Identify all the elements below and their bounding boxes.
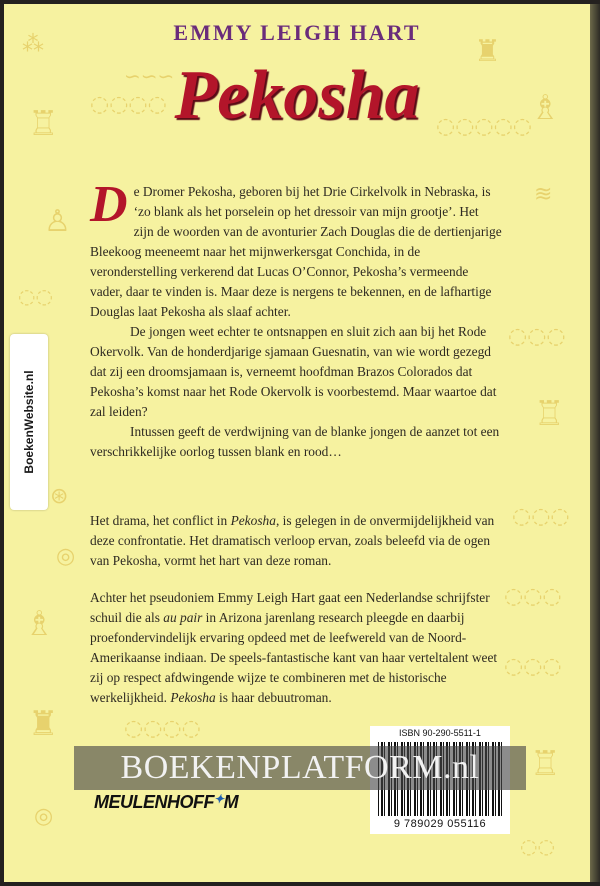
decorative-totem-icon: ♖ bbox=[28, 104, 59, 144]
decorative-bead-icon: ◌◌◌◌ bbox=[124, 716, 201, 741]
bio-italic-au-pair: au pair bbox=[163, 610, 203, 625]
drama-text-b: , is gelegen in de onvermijdelijkheid van deze confrontatie. Het dramatisch verloop ervan, zoals beleefd via de ogen van Pekosha, vormt het hart van deze roman. bbox=[90, 513, 495, 568]
decorative-totem-icon: ♗ bbox=[24, 604, 55, 644]
publisher-logo bbox=[94, 792, 238, 813]
decorative-totem-icon: ♜ bbox=[28, 704, 59, 744]
watermark-banner: BOEKENPLATFORM.nl bbox=[74, 746, 526, 790]
isbn-label: ISBN 90-290-5511-1 bbox=[399, 728, 481, 738]
decorative-bead-icon: ∽∽∽ bbox=[124, 64, 175, 88]
bio-text-a: Achter het pseudoniem Emmy Leigh Hart gaat een Nederlandse schrijfster schuil die als bbox=[90, 590, 490, 625]
blurb-text bbox=[90, 176, 502, 462]
blurb-paragraph-1 bbox=[90, 176, 502, 322]
bio-text-c: is haar debuutroman. bbox=[215, 690, 332, 705]
decorative-totem-icon: ♖ bbox=[530, 744, 561, 784]
decorative-bead-icon: ◌◌◌◌◌ bbox=[436, 114, 532, 139]
boekenwebsite-label: BoekenWebsite.nl bbox=[22, 370, 36, 474]
author-bio-paragraph bbox=[90, 588, 502, 708]
drama-text-a: Het drama, het conflict in bbox=[90, 513, 231, 528]
decorative-totem-icon: ♖ bbox=[534, 394, 565, 434]
decorative-bead-icon: ◌◌ bbox=[520, 834, 555, 858]
decorative-bead-icon: ◌◌◌◌ bbox=[90, 92, 167, 117]
bio-title-italic: Pekosha bbox=[170, 690, 216, 705]
publisher-star-icon: ✦ bbox=[214, 792, 224, 806]
blurb-paragraph-2: De jongen weet echter te ontsnappen en sluit zich aan bij het Rode Okervolk. Van de honderdjarige sjamaan Guesnatin, van wie wordt gezegd dat zij een droomsjamaan is, verneemt hoofdman Brazos Colorados dat Pekosha’s komst naar het Rode Okervolk is voorbestemd. Maar waartoe dat zal leiden? bbox=[90, 324, 497, 419]
book-title: Pekosha bbox=[174, 57, 420, 134]
boekenwebsite-tab[interactable] bbox=[10, 334, 48, 510]
decorative-bead-icon: ◌◌◌ bbox=[504, 584, 562, 609]
decorative-bead-icon: ◌◌◌ bbox=[508, 324, 566, 349]
decorative-totem-icon: ♗ bbox=[530, 88, 561, 128]
decorative-bead-icon: ≋ bbox=[534, 182, 553, 207]
author-name: EMMY LEIGH HART bbox=[173, 20, 421, 45]
decorative-bead-icon: ◌◌◌ bbox=[504, 654, 562, 679]
decorative-bead-icon: ◎ bbox=[56, 544, 76, 569]
decorative-bead-icon: ◌◌ bbox=[18, 284, 53, 308]
drop-cap: D bbox=[90, 176, 128, 233]
publisher-suffix: M bbox=[223, 792, 239, 812]
decorative-totem-icon: ♜ bbox=[474, 34, 501, 69]
book-edge bbox=[590, 4, 600, 882]
drama-title-italic: Pekosha bbox=[230, 513, 276, 528]
book-back-cover bbox=[4, 4, 590, 882]
drama-paragraph bbox=[90, 511, 502, 571]
decorative-bead-icon: ◎ bbox=[34, 804, 54, 829]
bio-text-b: in Arizona jarenlang research pleegde en daarbij proefondervindelijk ervaring opdeed met de leefwereld van de Noord-Amerikaanse indiaan. De speels-fantastische kant van haar verteltalent weet zij op respect afdwingende wijze te combineren met de historische werkelijkheid. bbox=[90, 610, 498, 705]
decorative-bead-icon: ⁂ bbox=[22, 32, 44, 57]
blurb-paragraph-3: Intussen geeft de verdwijning van de blanke jongen de aanzet tot een verschrikkelijke oorlog tussen blank en rood… bbox=[90, 424, 500, 459]
publisher-name: MEULENHOFF bbox=[94, 792, 214, 812]
decorative-bead-icon: ⊛ bbox=[50, 484, 69, 509]
decorative-totem-icon: ♙ bbox=[44, 204, 71, 239]
blurb-paragraph-1-text: e Dromer Pekosha, geboren bij het Drie Cirkelvolk in Nebraska, is ‘zo blank als het porselein op het dressoir van mijn grootje’. Het zijn de woorden van de avonturier Zach Douglas die de dertienjarige Bleekoog meeneemt naar het mijnwerkersgat Conchida, in de veronderstelling verkerend dat Lucas O’Connor, Pekosha’s vermeende vader, daar te vinden is. Maar deze is nergens te bekennen, en de lafhartige Douglas laat Pekosha als slaaf achter. bbox=[90, 184, 502, 319]
decorative-bead-icon: ◌◌◌ bbox=[512, 504, 570, 529]
barcode-number: 9 789029 055116 bbox=[393, 818, 487, 830]
